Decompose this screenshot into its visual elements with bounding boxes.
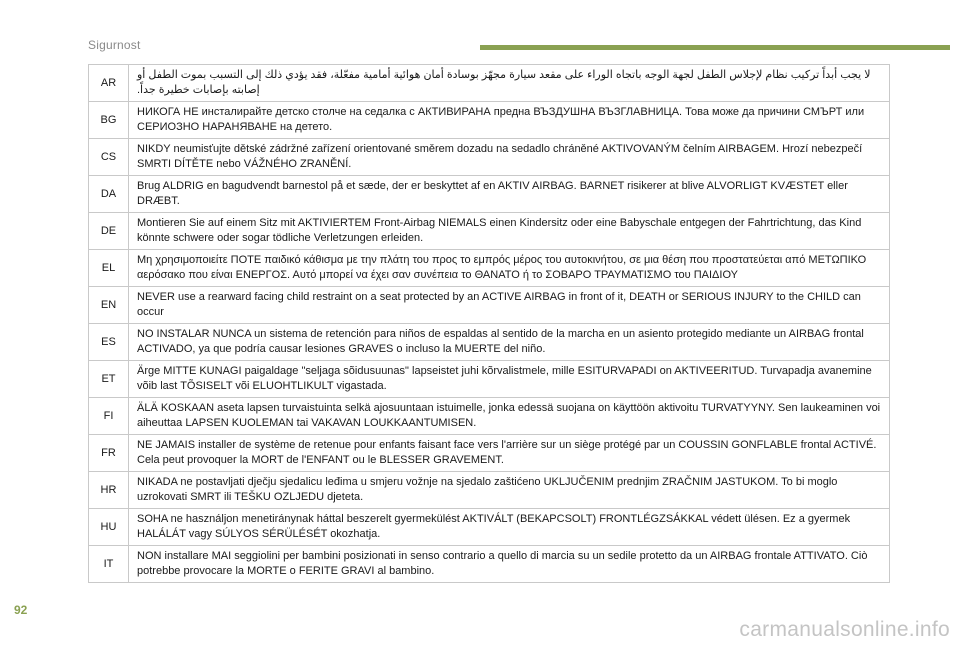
table-row-cs (89, 139, 890, 176)
warning-text: НИКОГА НЕ инсталирайте детско столче на седалка с АКТИВИРАНА предна ВЪЗДУШНА ВЪЗГЛАВНИЦА. Това може да причини СМЪРТ или СЕРИОЗНО НАРАНЯВАНЕ на детето. (129, 102, 890, 139)
warning-table-container (88, 64, 890, 583)
watermark: carmanualsonline.info (739, 618, 950, 641)
table-row-en (89, 287, 890, 324)
language-code: DA (89, 176, 129, 213)
warning-text: NO INSTALAR NUNCA un sistema de retención para niños de espaldas al sentido de la marcha en un asiento protegido mediante un AIRBAG frontal ACTIVADO, ya que podría causar lesiones GRAVES o incluso la MUERTE del niño. (129, 324, 890, 361)
warning-text: SOHA ne használjon menetiránynak háttal beszerelt gyermekülést AKTIVÁLT (BEKAPCSOLT) FRONTLÉGZSÁKKAL védett ülésen. Ez a gyermek HALÁLÁT vagy SÚLYOS SÉRÜLÉSÉT okozhatja. (129, 509, 890, 546)
table-row-de (89, 213, 890, 250)
language-code: AR (89, 65, 129, 102)
table-row-hr (89, 472, 890, 509)
warning-text: NON installare MAI seggiolini per bambini posizionati in senso contrario a quello di marcia su un sedile protetto da un AIRBAG frontale ATTIVATO. Ciò potrebbe provocare la MORTE o FERITE GRAVI al bambino. (129, 546, 890, 583)
table-row-el (89, 250, 890, 287)
language-code: FI (89, 398, 129, 435)
warning-text: Μη χρησιμοποιείτε ΠΟΤΕ παιδικό κάθισμα με την πλάτη του προς το εμπρός μέρος του αυτοκινήτου, σε μια θέση που προστατεύεται από ΜΕΤΩΠΙΚΟ αερόσακο που είναι ΕΝΕΡΓΟΣ. Αυτό μπορεί να έχει σαν συνέπεια το ΘΑΝΑΤΟ ή το ΣΟΒΑΡΟ ΤΡΑΥΜΑΤΙΣΜΟ του ΠΑΙΔΙΟΥ (129, 250, 890, 287)
section-title: Sigurnost (88, 38, 141, 52)
warning-text: Ärge MITTE KUNAGI paigaldage "seljaga sõidusuunas" lapseistet juhi kõrvalistmele, mille ESITURVAPADI on AKTIVEERITUD. Turvapadja avanemine võib last TÕSISELT või ELUOHTLIKULT vigastada. (129, 361, 890, 398)
warning-text: Brug ALDRIG en bagudvendt barnestol på et sæde, der er beskyttet af en AKTIV AIRBAG. BARNET risikerer at blive ALVORLIGT KVÆSTET eller DRÆBT. (129, 176, 890, 213)
header-rule (480, 45, 950, 50)
warning-text: ÄLÄ KOSKAAN aseta lapsen turvaistuinta selkä ajosuuntaan istuimelle, jonka edessä suojana on käyttöön aktivoitu TURVATYYNY. Sen laukeaminen voi aiheuttaa LAPSEN KUOLEMAN tai VAKAVAN LOUKKAANTUMISEN. (129, 398, 890, 435)
warning-text: NEVER use a rearward facing child restraint on a seat protected by an ACTIVE AIRBAG in front of it, DEATH or SERIOUS INJURY to the CHILD can occur (129, 287, 890, 324)
language-code: IT (89, 546, 129, 583)
table-row-da (89, 176, 890, 213)
warning-text: لا يجب أبداً تركيب نظام لإجلاس الطفل لجهة الوجه باتجاه الوراء على مقعد سيارة مجهّز بوسادة أمان هوائية أمامية مفعّلة، فقد يؤدي ذلك إلى التسبب بموت الطفل أو إصابته بإصابات خطيرة جداً. (129, 65, 890, 102)
language-code: EN (89, 287, 129, 324)
language-code: HR (89, 472, 129, 509)
warning-text: NIKDY neumisťujte dětské zádržné zařízení orientované směrem dozadu na sedadlo chráněné AKTIVOVANÝM čelním AIRBAGEM. Hrozí nebezpečí SMRTI DÍTĚTE nebo VÁŽNÉHO ZRANĚNÍ. (129, 139, 890, 176)
page-number: 92 (14, 603, 28, 617)
table-row-fi (89, 398, 890, 435)
table-row-ar (89, 65, 890, 102)
table-row-et (89, 361, 890, 398)
table-row-fr (89, 435, 890, 472)
table-row-it (89, 546, 890, 583)
language-code: EL (89, 250, 129, 287)
airbag-warning-table (88, 64, 890, 583)
table-row-hu (89, 509, 890, 546)
language-code: ET (89, 361, 129, 398)
table-row-bg (89, 102, 890, 139)
warning-text: NE JAMAIS installer de système de retenue pour enfants faisant face vers l'arrière sur un siège protégé par un COUSSIN GONFLABLE frontal ACTIVÉ. Cela peut provoquer la MORT de l'ENFANT ou le BLESSER GRAVEMENT. (129, 435, 890, 472)
warning-text: NIKADA ne postavljati dječju sjedalicu leđima u smjeru vožnje na sjedalo zaštićeno UKLJUČENIM prednjim ZRAČNIM JASTUKOM. To bi moglo uzrokovati SMRT ili TEŠKU OZLJEDU djeteta. (129, 472, 890, 509)
table-row-es (89, 324, 890, 361)
language-code: FR (89, 435, 129, 472)
language-code: BG (89, 102, 129, 139)
language-code: ES (89, 324, 129, 361)
language-code: DE (89, 213, 129, 250)
language-code: HU (89, 509, 129, 546)
warning-text: Montieren Sie auf einem Sitz mit AKTIVIERTEM Front-Airbag NIEMALS einen Kindersitz oder eine Babyschale entgegen der Fahrtrichtung, das Kind könnte schwere oder sogar tödliche Verletzungen erleiden. (129, 213, 890, 250)
language-code: CS (89, 139, 129, 176)
